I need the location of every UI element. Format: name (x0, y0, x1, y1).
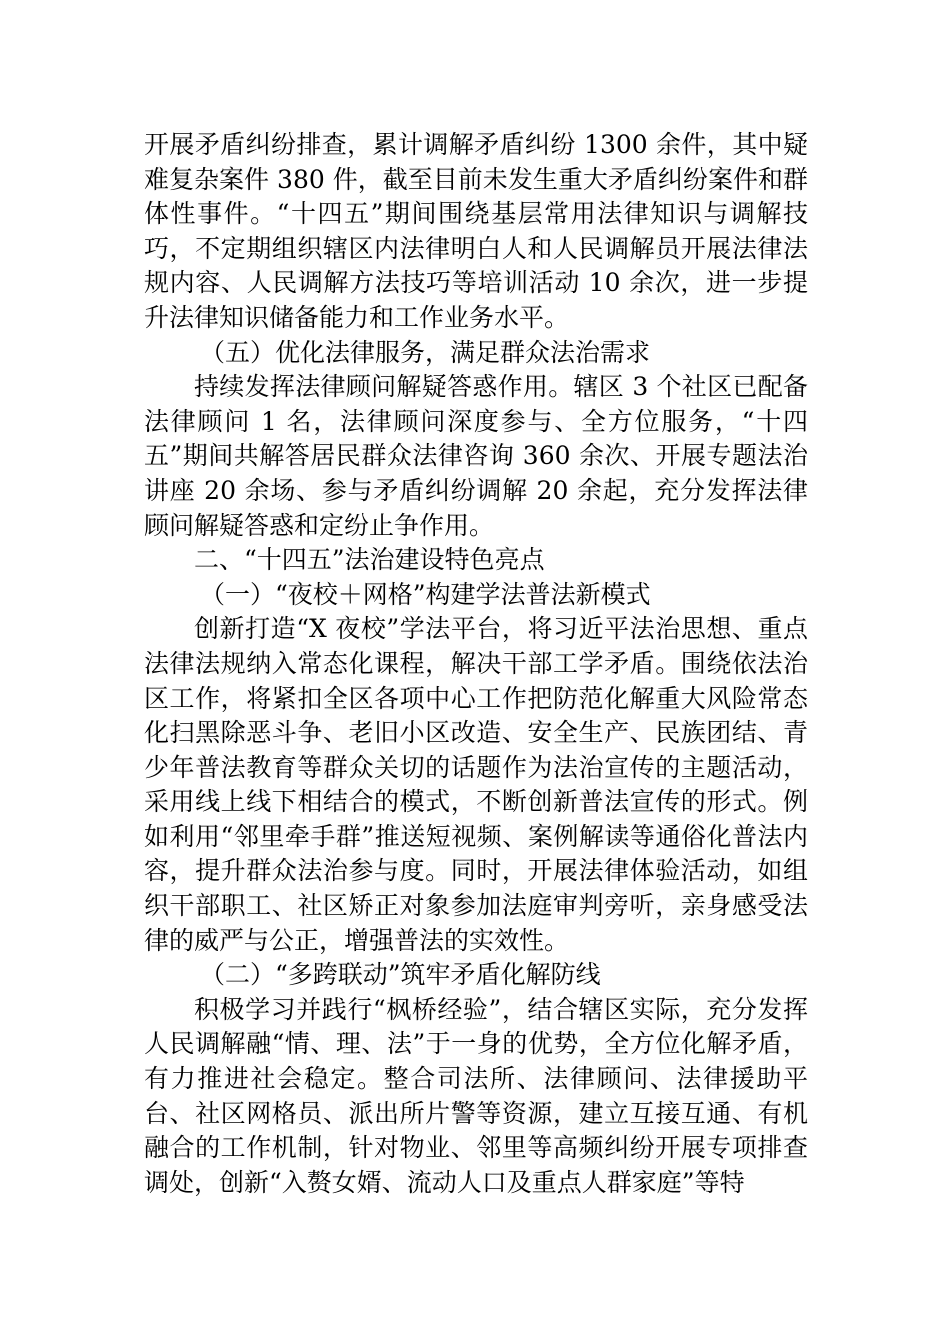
section-heading-one: （一）“夜校＋网格”构建学法普法新模式 (200, 579, 651, 609)
section-heading-two: （二）“多跨联动”筑牢矛盾化解防线 (200, 960, 601, 990)
body-paragraph-night-school: 创新打造“X 夜校”学法平台，将习近平法治思想、重点法律法规纳入常态化课程，解决干部工学矛盾。围绕依法治区工作，将紧扣全区各项中心工作把防范化解重大风险常态化扫黑除恶斗争、老旧小区改造、安全生产、民族团结、青少年普法教育等群众关切的话题作为法治宣传的主题活动，采用线上线下相结合的模式，不断创新普法宣传的形式。例如利用“邻里牵手群”推送短视频、案例解读等通俗化普法内容，提升群众法治参与度。同时，开展法律体验活动，如组织干部职工、社区矫正对象参加法庭审判旁听，亲身感受法律的威严与公正，增强普法的实效性。 (144, 614, 808, 955)
document-body (144, 128, 808, 1200)
chapter-heading-two: 二、“十四五”法治建设特色亮点 (194, 545, 545, 575)
section-heading-five: （五）优化法律服务，满足群众法治需求 (200, 337, 651, 367)
body-paragraph-continued: 开展矛盾纠纷排查，累计调解矛盾纠纷 1300 余件，其中疑难复杂案件 380 件，截至目前未发生重大矛盾纠纷案件和群体性事件。“十四五”期间围绕基层常用法律知识与调解技巧，不定期组织辖区内法律明白人和人民调解员开展法律法规内容、人民调解方法技巧等培训活动 10 余次，进一步提升法律知识储备能力和工作业务水平。 (144, 130, 808, 332)
body-paragraph-legal-advisor: 持续发挥法律顾问解疑答惑作用。辖区 3 个社区已配备法律顾问 1 名，法律顾问深度参与、全方位服务，“十四五”期间共解答居民群众法律咨询 360 余次、开展专题法治讲座 20 余场、参与矛盾纠纷调解 20 余起，充分发挥法律顾问解疑答惑和定纷止争作用。 (144, 372, 808, 540)
body-paragraph-fengqiao: 积极学习并践行“枫桥经验”，结合辖区实际，充分发挥人民调解融“情、理、法”于一身的优势，全方位化解矛盾，有力推进社会稳定。整合司法所、法律顾问、法律援助平台、社区网格员、派出所片警等资源，建立互接互通、有机融合的工作机制，针对物业、邻里等高频纠纷开展专项排查调处，创新“入赘女婿、流动人口及重点人群家庭”等特 (144, 994, 808, 1197)
